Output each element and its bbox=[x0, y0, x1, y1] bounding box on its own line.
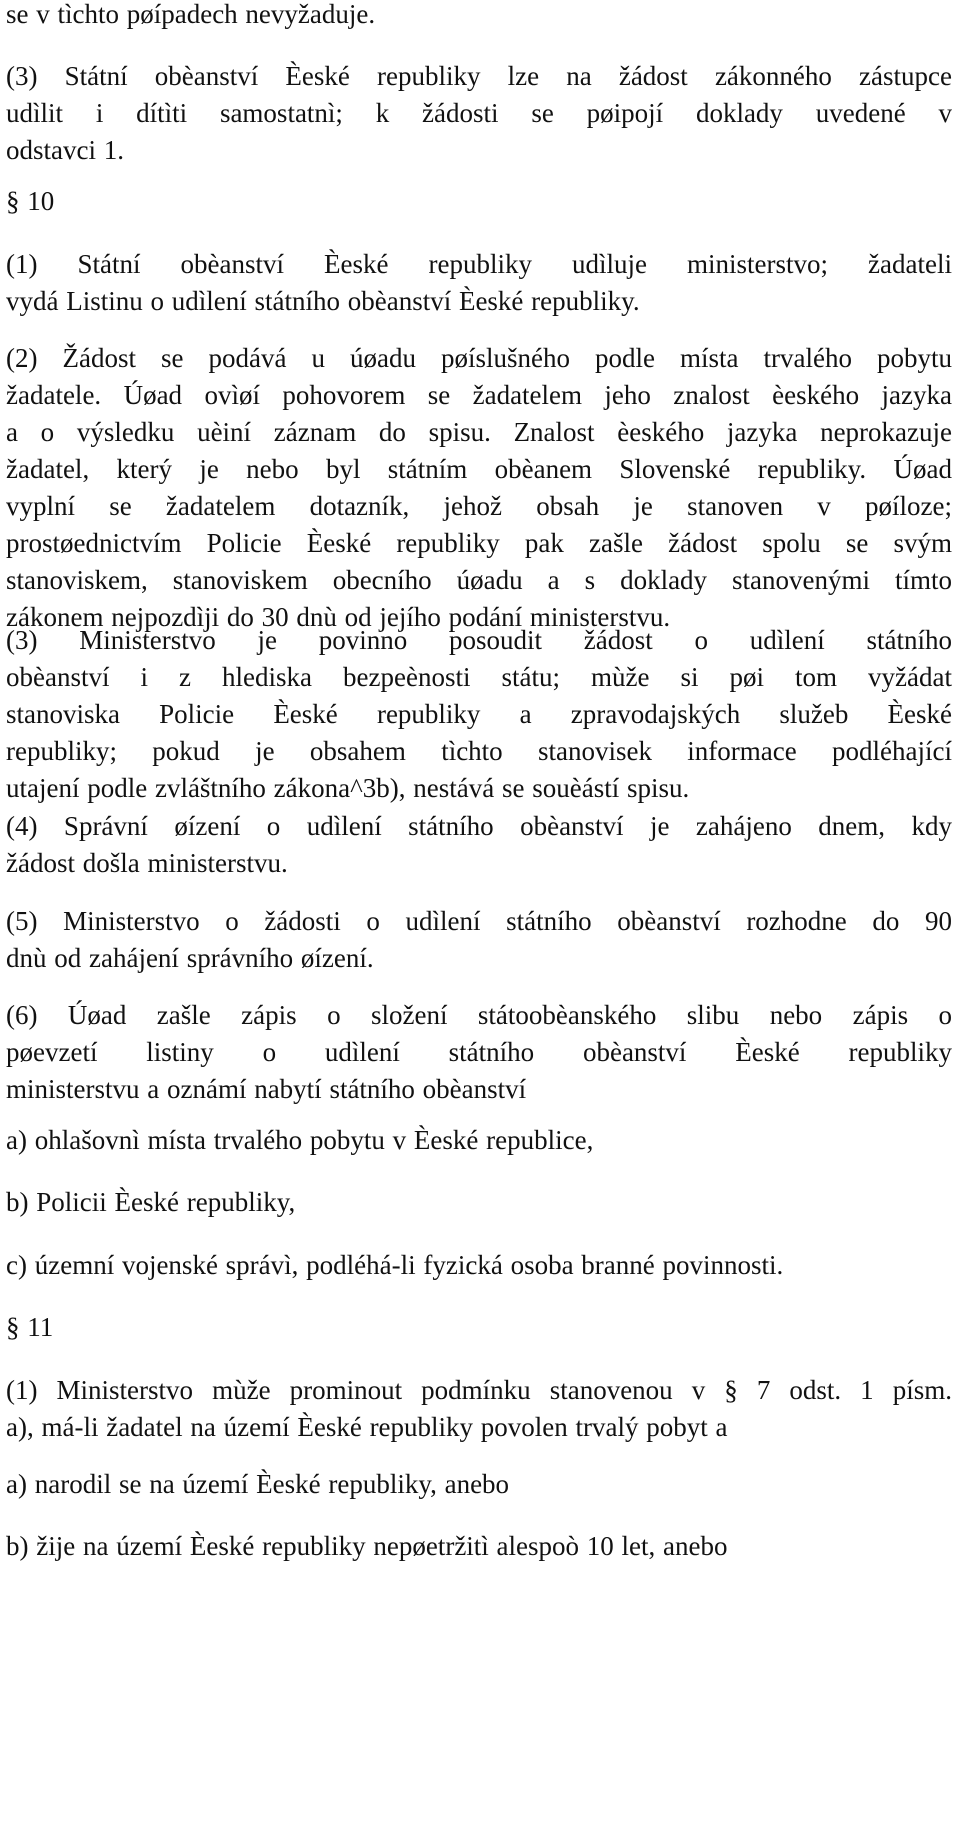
text-line: pøevzetí listiny o udìlení státního obèanství Èeské republiky bbox=[6, 1037, 952, 1067]
paragraph bbox=[6, 246, 952, 320]
paragraph bbox=[6, 903, 952, 977]
text-line: § 10 bbox=[6, 186, 55, 216]
text-line: (3) Ministerstvo je povinno posoudit žádost o udìlení státního bbox=[6, 625, 952, 655]
text-line: stanoviska Policie Èeské republiky a zpravodajských služeb Èeské bbox=[6, 699, 952, 729]
paragraph bbox=[6, 1466, 952, 1503]
text-line: (4) Správní øízení o udìlení státního obèanství je zahájeno dnem, kdy bbox=[6, 811, 952, 841]
text-line: utajení podle zvláštního zákona^3b), nestává se souèástí spisu. bbox=[6, 773, 690, 803]
text-line: republiky; pokud je obsahem tìchto stanovisek informace podléhající bbox=[6, 736, 952, 766]
paragraph bbox=[6, 1184, 952, 1221]
text-line: prostøednictvím Policie Èeské republiky pak zašle žádost spolu se svým bbox=[6, 528, 952, 558]
text-line: c) územní vojenské správì, podléhá-li fyzická osoba branné povinnosti. bbox=[6, 1250, 784, 1280]
paragraph bbox=[6, 808, 952, 882]
text-line: vyplní se žadatelem dotazník, jehož obsah je stanoven v pøíloze; bbox=[6, 491, 952, 521]
paragraph bbox=[6, 1372, 952, 1446]
text-line: žadatele. Úøad ovìøí pohovorem se žadatelem jeho znalost èeského jazyka bbox=[6, 380, 952, 410]
text-line: žadatel, který je nebo byl státním obèanem Slovenské republiky. Úøad bbox=[6, 454, 952, 484]
text-line: § 11 bbox=[6, 1312, 54, 1342]
text-line: (5) Ministerstvo o žádosti o udìlení státního obèanství rozhodne do 90 bbox=[6, 906, 952, 936]
paragraph bbox=[6, 340, 952, 636]
text-line: odstavci 1. bbox=[6, 135, 124, 165]
text-line: b) Policii Èeské republiky, bbox=[6, 1187, 296, 1217]
paragraph bbox=[6, 997, 952, 1108]
text-line: (1) Ministerstvo mùže prominout podmínku stanovenou v § 7 odst. 1 písm. bbox=[6, 1375, 952, 1405]
text-line: b) žije na území Èeské republiky nepøetržitì alespoò 10 let, anebo bbox=[6, 1531, 728, 1561]
text-line: udìlit i dítìti samostatnì; k žádosti se pøipojí doklady uvedené v bbox=[6, 98, 952, 128]
paragraph bbox=[6, 1122, 952, 1159]
paragraph bbox=[6, 58, 952, 169]
paragraph bbox=[6, 0, 952, 33]
text-line: se v tìchto pøípadech nevyžaduje. bbox=[6, 0, 376, 29]
text-line: obèanství i z hlediska bezpeènosti státu; mùže si pøi tom vyžádat bbox=[6, 662, 952, 692]
text-line: (2) Žádost se podává u úøadu pøíslušného podle místa trvalého pobytu bbox=[6, 343, 952, 373]
text-line: vydá Listinu o udìlení státního obèanství Èeské republiky. bbox=[6, 286, 640, 316]
paragraph bbox=[6, 1528, 952, 1565]
text-line: zákonem nejpozdìji do 30 dnù od jejího podání ministerstvu. bbox=[6, 602, 671, 632]
text-line: žádost došla ministerstvu. bbox=[6, 848, 288, 878]
paragraph bbox=[6, 622, 952, 807]
text-line: (6) Úøad zašle zápis o složení státoobèanského slibu nebo zápis o bbox=[6, 1000, 952, 1030]
text-line: (3) Státní obèanství Èeské republiky lze na žádost zákonného zástupce bbox=[6, 61, 952, 91]
section-heading bbox=[6, 183, 952, 220]
text-line: dnù od zahájení správního øízení. bbox=[6, 943, 374, 973]
text-line: (1) Státní obèanství Èeské republiky udìluje ministerstvo; žadateli bbox=[6, 249, 952, 279]
text-line: a) narodil se na území Èeské republiky, anebo bbox=[6, 1469, 510, 1499]
text-line: a o výsledku uèiní záznam do spisu. Znalost èeského jazyka neprokazuje bbox=[6, 417, 952, 447]
section-heading bbox=[6, 1309, 952, 1346]
text-line: stanoviskem, stanoviskem obecního úøadu a s doklady stanovenými tímto bbox=[6, 565, 952, 595]
text-line: a), má-li žadatel na území Èeské republiky povolen trvalý pobyt a bbox=[6, 1412, 728, 1442]
text-line: a) ohlašovnì místa trvalého pobytu v Èeské republice, bbox=[6, 1125, 594, 1155]
text-line: ministerstvu a oznámí nabytí státního obèanství bbox=[6, 1074, 527, 1104]
paragraph bbox=[6, 1247, 952, 1284]
